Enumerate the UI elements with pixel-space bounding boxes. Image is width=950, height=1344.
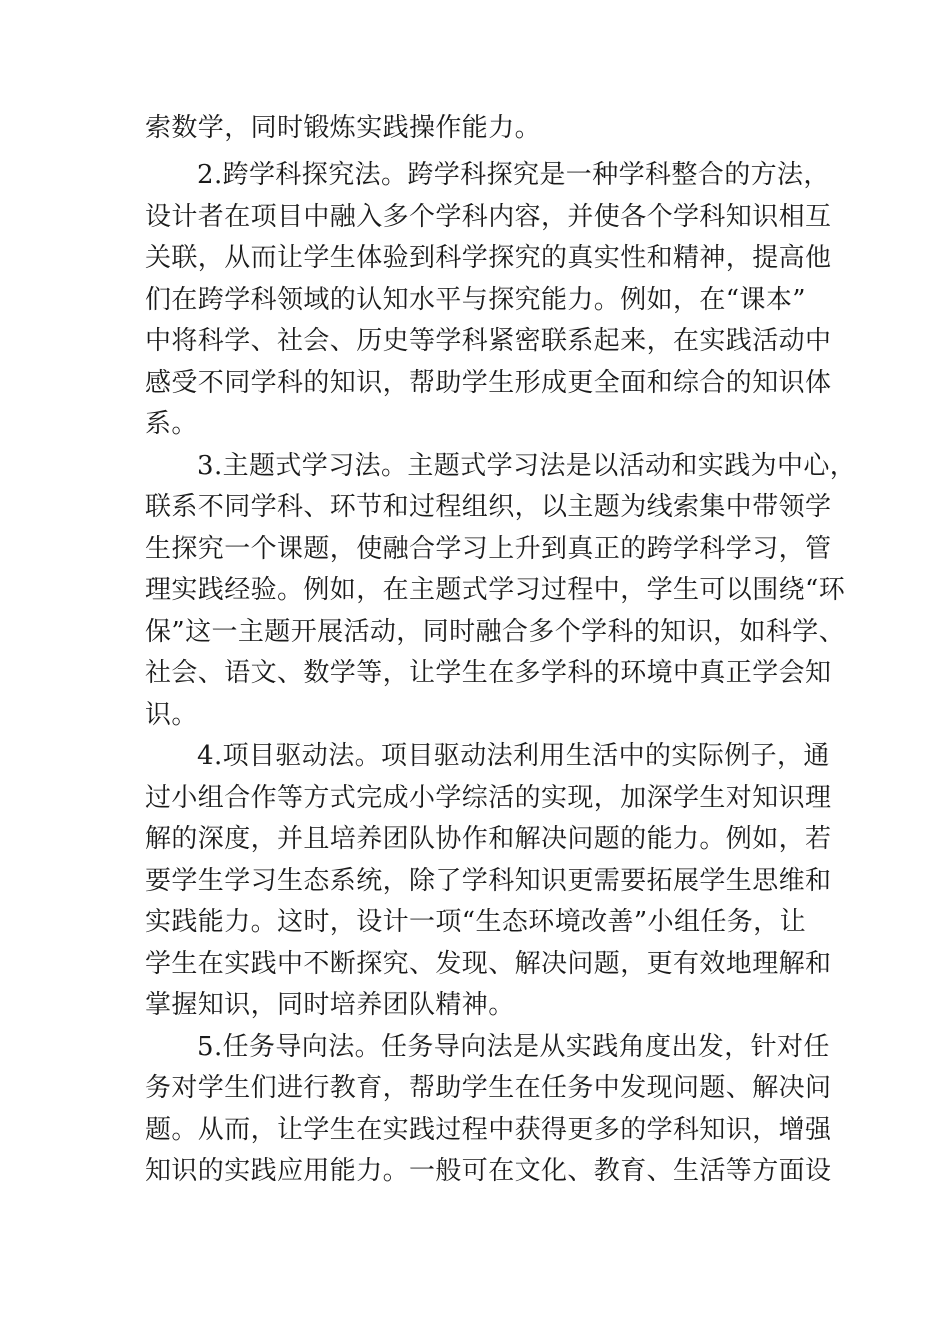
text-line: 索数学，同时锻炼实践操作能力。 (145, 113, 542, 143)
text-line: 要学生学习生态系统，除了学科知识更需要拓展学生思维和 (145, 866, 832, 896)
text-line: 掌握知识，同时培养团队精神。 (145, 990, 515, 1020)
text-line: 感受不同学科的知识，帮助学生形成更全面和综合的知识体 (145, 368, 832, 398)
text-line: 4.项目驱动法。项目驱动法利用生活中的实际例子，通 (197, 741, 830, 771)
text-line: 学生在实践中不断探究、发现、解决问题，更有效地理解和 (145, 949, 832, 979)
text-line: 们在跨学科领域的认知水平与探究能力。例如，在“课本” (145, 285, 806, 315)
text-line: 社会、语文、数学等，让学生在多学科的环境中真正学会知 (145, 658, 832, 688)
text-line: 实践能力。这时，设计一项“生态环境改善”小组任务，让 (145, 907, 806, 937)
text-line: 识。 (145, 700, 198, 730)
text-line: 设计者在项目中融入多个学科内容，并使各个学科知识相互 (145, 202, 832, 232)
text-line: 中将科学、社会、历史等学科紧密联系起来，在实践活动中 (145, 326, 832, 356)
text-line: 保”这一主题开展活动，同时融合多个学科的知识，如科学、 (145, 617, 846, 647)
text-line: 2.跨学科探究法。跨学科探究是一种学科整合的方法， (197, 160, 830, 190)
text-line: 理实践经验。例如，在主题式学习过程中，学生可以围绕“环 (145, 575, 846, 605)
text-line: 关联，从而让学生体验到科学探究的真实性和精神，提高他 (145, 243, 832, 273)
text-line: 题。从而，让学生在实践过程中获得更多的学科知识，增强 (145, 1115, 832, 1145)
text-line: 务对学生们进行教育，帮助学生在任务中发现问题、解决问 (145, 1073, 832, 1103)
text-line: 生探究一个课题，使融合学习上升到真正的跨学科学习，管 (145, 534, 832, 564)
text-line: 联系不同学科、环节和过程组织，以主题为线索集中带领学 (145, 492, 832, 522)
text-line: 系。 (145, 409, 198, 439)
text-line: 过小组合作等方式完成小学综活的实现，加深学生对知识理 (145, 783, 832, 813)
text-line: 3.主题式学习法。主题式学习法是以活动和实践为中心， (197, 451, 857, 481)
text-line: 5.任务导向法。任务导向法是从实践角度出发，针对任 (197, 1032, 830, 1062)
text-line: 解的深度，并且培养团队协作和解决问题的能力。例如，若 (145, 824, 832, 854)
text-line: 知识的实践应用能力。一般可在文化、教育、生活等方面设 (145, 1156, 832, 1186)
